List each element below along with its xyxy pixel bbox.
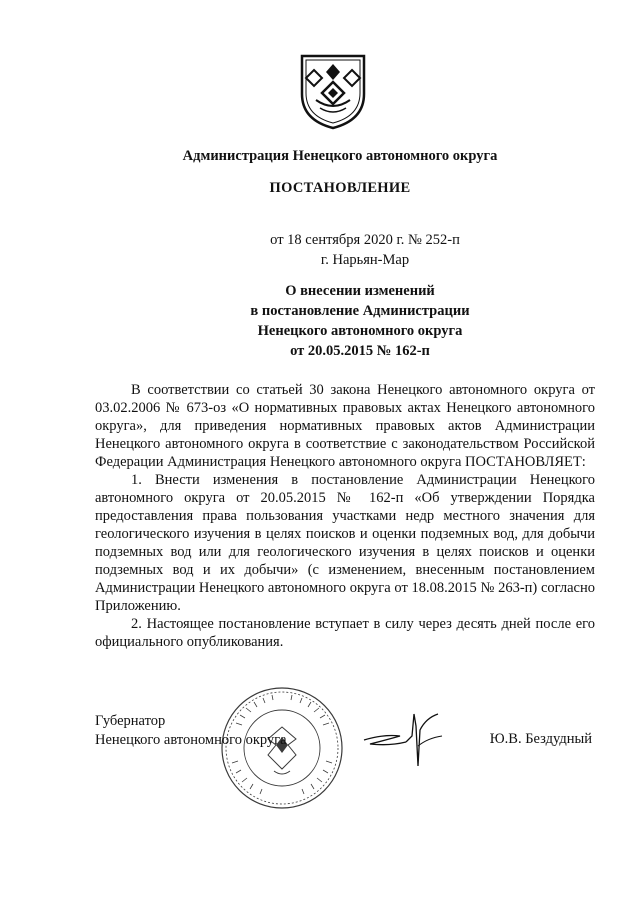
signatory-title xyxy=(95,712,287,750)
organization-title: Администрация Ненецкого автономного округа xyxy=(182,148,498,164)
document-type: ПОСТАНОВЛЕНИЕ xyxy=(269,180,411,196)
document-city: г. Нарьян-Мар xyxy=(320,252,410,268)
subject-line: от 20.05.2015 № 162-п xyxy=(290,343,430,359)
signatory-title-line: Губернатор xyxy=(95,713,166,729)
body-paragraph: 2. Настоящее постановление вступает в силу через десять дней после его официального опубликования. xyxy=(95,616,595,650)
subject-line: в постановление Администрации xyxy=(250,303,470,319)
document-body xyxy=(95,381,595,651)
body-paragraph: 1. Внести изменения в постановление Администрации Ненецкого автономного округа от 20.05.2015 № 162-п «Об утверждении Порядка предоставления права пользования участками недр местного значения для геологического изучения в целях поисков и оценки подземных вод, для добычи подземных вод или для геологического изучения в целях поисков и оценки подземных вод и их добычи» (с изменением, внесенным постановлением Администрации Ненецкого автономного округа от 18.08.2015 № 263-п) согласно Приложению. xyxy=(95,472,595,614)
signatory-title-line: Ненецкого автономного округа xyxy=(95,732,287,748)
coat-of-arms-icon xyxy=(296,50,370,132)
body-paragraph: В соответствии со статьей 30 закона Ненецкого автономного округа от 03.02.2006 № 673-оз «О нормативных правовых актах Ненецкого автономного округа», для приведения нормативных правовых актов Администрации Ненецкого автономного округа в соответствие с законодательством Российской Федерации Администрация Ненецкого автономного округа ПОСТАНОВЛЯЕТ: xyxy=(95,382,595,470)
signatory-name: Ю.В. Бездудный xyxy=(489,731,592,747)
subject-line: Ненецкого автономного округа xyxy=(257,323,463,339)
handwritten-signature xyxy=(356,706,466,772)
subject-line: О внесении изменений xyxy=(285,283,435,299)
document-subject xyxy=(0,281,640,361)
document-date-number: от 18 сентября 2020 г. № 252-п xyxy=(270,232,460,248)
